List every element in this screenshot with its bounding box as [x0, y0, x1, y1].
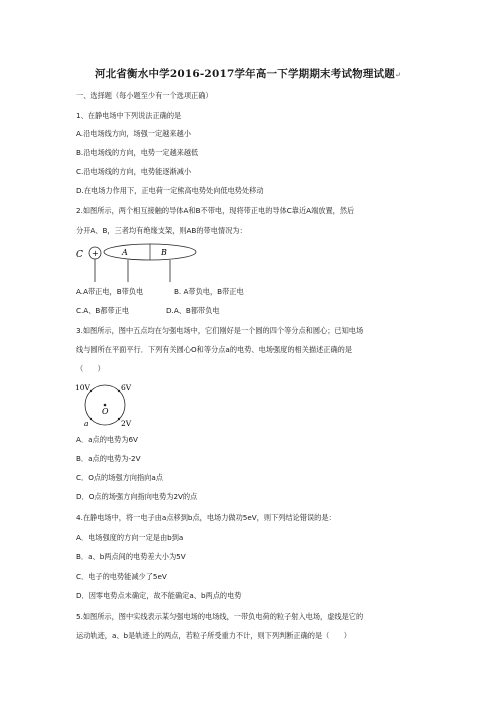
- q2-figure-conductors: [70, 240, 200, 286]
- q1-stem: 1、在静电场中下列说法正确的是: [76, 111, 182, 120]
- q1-option-d: D.在电场力作用下，正电荷一定熊高电势处向低电势处移动: [76, 186, 264, 195]
- q3-label-10v: 10V: [75, 383, 90, 392]
- q3-stem-line1: 3.如图所示，图中五点均在匀强电场中，它们刚好是一个圆的四个等分点和圆心；已知电场: [76, 326, 364, 335]
- q4-option-d: D．因零电势点未确定，故不能确定a、b两点的电势: [76, 591, 242, 600]
- q3-center-point: [104, 404, 107, 407]
- q5-stem-line1: 5.如图所示，图中实线表示某匀强电场的电场线，一带负电荷的粒子射入电场，虚线是它的: [76, 612, 364, 621]
- q4-stem: 4.在静电场中，将一电子由a点移到b点，电场力做功5eV，则下列结论错误的是：: [76, 513, 336, 522]
- q3-label-a: a: [84, 419, 89, 428]
- title-text: 河北省衡水中学2016-2017学年高一下学期期末考试物理试题: [94, 68, 395, 80]
- q2-option-c: C.A、B都带正电: [76, 306, 130, 315]
- q4-option-b: B．a、b两点间的电势差大小为5V: [76, 552, 186, 561]
- q4-option-a: A．电场强度的方向一定是由b到a: [76, 533, 184, 542]
- q3-label-o: O: [102, 407, 109, 416]
- q2-stem-line2: 分开A、B，三者均有绝缘支架，则AB的带电情况为：: [76, 226, 247, 235]
- q2-stem-line1: 2.如图所示，两个相互接触的导体A和B不带电，现将带正电的导体C靠近A端放置，然后: [76, 206, 355, 215]
- q3-stem-line3: （ ）: [76, 364, 105, 373]
- q3-point-10v: [90, 390, 92, 392]
- q1-option-c: C.沿电场线的方向，电势能逐渐减小: [76, 167, 192, 176]
- q2-option-a: A.A带正电，B带负电: [76, 287, 144, 296]
- q3-label-6v: 6V: [121, 383, 132, 392]
- document-title: [0, 66, 496, 81]
- q3-point-a: [90, 418, 92, 420]
- q4-option-c: C．电子的电势能减少了5eV: [76, 572, 167, 581]
- q3-option-a: A．a点的电势为6V: [76, 435, 138, 444]
- q2-label-a: A: [122, 248, 128, 257]
- q3-option-c: C．O点的场强方向指向a点: [76, 473, 163, 482]
- q3-stem-line2: 线与圆所在平面平行．下列有关圆心O和等分点a的电势、电场强度的相关描述正确的是: [76, 345, 353, 354]
- section-heading: 一、选择题（每小题至少有一个选项正确）: [76, 91, 213, 100]
- q3-figure-circle: [72, 378, 142, 432]
- q2-option-b: B. A带负电，B带正电: [174, 287, 244, 296]
- q3-option-b: B．a点的电势为-2V: [76, 454, 141, 463]
- q3-label-2v: 2V: [121, 419, 132, 428]
- q3-point-6v: [118, 390, 120, 392]
- q3-option-d: D．O点的场强方向指向电势为2V的点: [76, 492, 198, 501]
- q1-option-b: B.沿电场线的方向，电势一定越来越低: [76, 148, 199, 157]
- q2-label-b: B: [161, 248, 167, 257]
- q1-option-a: A.沿电场线方向，场强一定越来越小: [76, 129, 191, 138]
- q2-plus-sign: +: [92, 249, 99, 258]
- q2-option-d: D.A、B都带负电: [166, 306, 220, 315]
- q5-stem-line2: 运动轨迹，a、b是轨迹上的两点，若粒子所受重力不计，则下列判断正确的是（ ）: [76, 631, 351, 640]
- q3-point-2v: [118, 418, 120, 420]
- paragraph-mark: ↵: [394, 71, 402, 79]
- q2-label-c: C: [76, 250, 83, 260]
